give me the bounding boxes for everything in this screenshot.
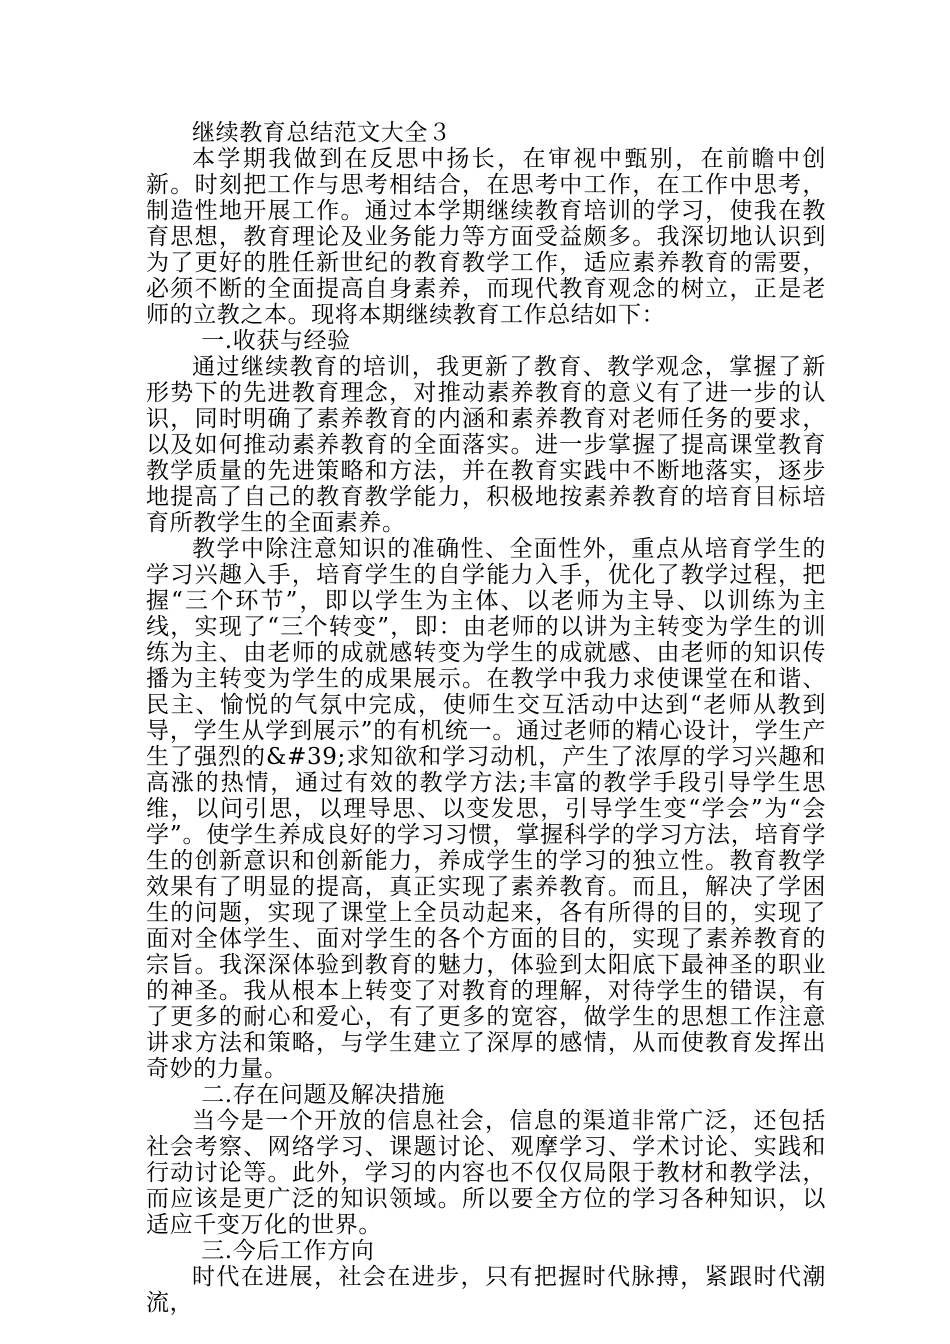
document-title: 继续教育总结范文大全３ [192,120,452,146]
section-1-paragraph-2: 教学中除注意知识的准确性、全面性外，重点从培育学生的学习兴趣入手，培育学生的自学能力入手，优化了教学过程，把握“三个环节”，即以学生为主体、以老师为主导、以训练为主线，实现了“三个转变”，即：由老师的以讲为主转变为学生的训练为主、由老师的成就感转变为学生的成就感、由老师的知识传播为主转变为学生的成果展示。在教学中我力求使课堂在和谐、民主、愉悦的气氛中完成，使师生交互活动中达到“老师从教到导，学生从学到展示”的有机统一。通过老师的精心设计，学生产生了强烈的&#39;求知欲和学习动机，产生了浓厚的学习兴趣和高涨的热情，通过有效的教学方法;丰富的教学手段引导学生思维，以问引思，以理导思、以变发思，引导学生变“学会”为“会学”。使学生养成良好的学习习惯，掌握科学的学习方法，培育学生的创新意识和创新能力，养成学生的学习的独立性。教育教学效果有了明显的提高，真正实现了素养教育。而且，解决了学困生的问题，实现了课堂上全员动起来，各有所得的目的，实现了面对全体学生、面对学生的各个方面的目的，实现了素养教育的宗旨。我深深体验到教育的魅力，体验到太阳底下最神圣的职业的神圣。我从根本上转变了对教育的理解，对待学生的错误，有了更多的耐心和爱心，有了更多的宽容，做学生的思想工作注意讲求方法和策略，与学生建立了深厚的感情，从而使教育发挥出奇妙的力量。 [146,536,826,1082]
section-heading-3: 三.今后工作方向 [201,1238,375,1264]
section-heading-1: 一.收获与经验 [201,328,351,354]
section-1-paragraph-1: 通过继续教育的培训，我更新了教育、教学观念，掌握了新形势下的先进教育理念，对推动素养教育的意义有了进一步的认识，同时明确了素养教育的内涵和素养教育对老师任务的要求，以及如何推动素养教育的全面落实。进一步掌握了提高课堂教育教学质量的先进策略和方法，并在教育实践中不断地落实，逐步地提高了自己的教育教学能力，积极地按素养教育的培育目标培育所教学生的全面素养。 [146,354,826,536]
section-3-paragraph-1: 时代在进展，社会在进步，只有把握时代脉搏，紧跟时代潮流， [146,1264,826,1316]
intro-paragraph: 本学期我做到在反思中扬长，在审视中甄别，在前瞻中创新。时刻把工作与思考相结合，在思考中工作，在工作中思考，制造性地开展工作。通过本学期继续教育培训的学习，使我在教育思想，教育理论及业务能力等方面受益颇多。我深切地认识到为了更好的胜任新世纪的教育教学工作，适应素养教育的需要，必须不断的全面提高自身素养，而现代教育观念的树立，正是老师的立教之本。现将本期继续教育工作总结如下： [146,146,826,328]
section-heading-2: 二.存在问题及解决措施 [201,1082,446,1108]
section-2-paragraph-1: 当今是一个开放的信息社会，信息的渠道非常广泛，还包括社会考察、网络学习、课题讨论、观摩学习、学术讨论、实践和行动讨论等。此外，学习的内容也不仅仅局限于教材和教学法，而应该是更广泛的知识领域。所以要全方位的学习各种知识，以适应千变万化的世界。 [146,1108,826,1238]
document-body [146,120,826,1316]
